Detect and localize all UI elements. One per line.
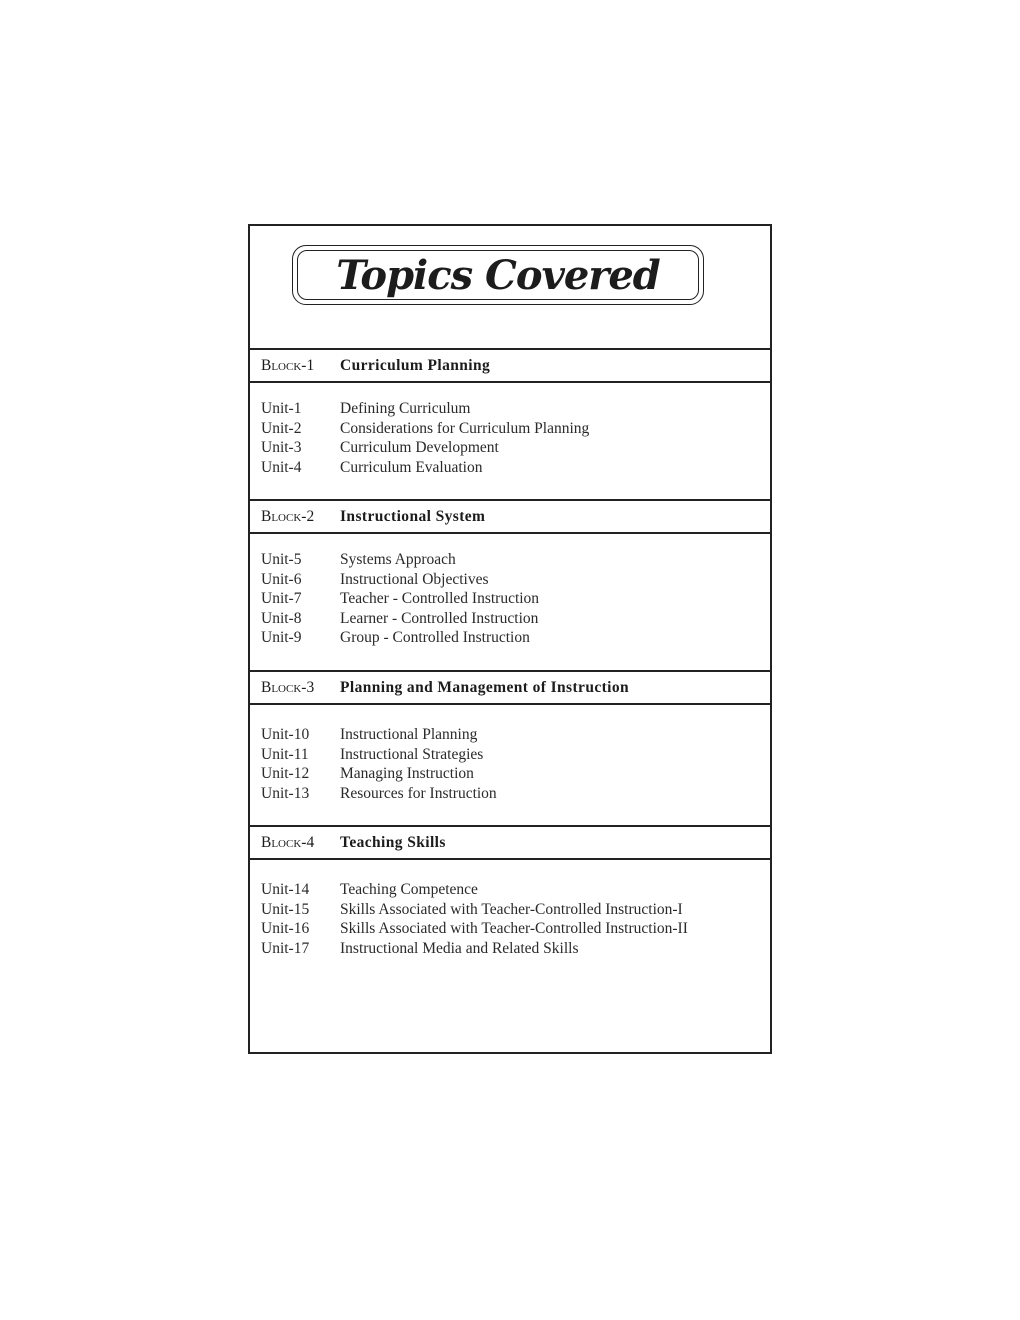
unit-title: Curriculum Development [340, 439, 499, 456]
unit-title: Teacher - Controlled Instruction [340, 590, 540, 607]
unit-title: Instructional Strategies [340, 745, 484, 763]
unit-list-block-4 [250, 881, 770, 959]
unit-number: Unit-5 [261, 551, 302, 568]
block-title: Curriculum Planning [340, 356, 491, 374]
unit-number: Unit-17 [261, 939, 310, 957]
unit-number: Unit-13 [261, 784, 310, 802]
unit-row [250, 940, 770, 960]
block-header-3 [250, 670, 770, 705]
unit-number: Unit-7 [261, 590, 302, 607]
unit-title: Managing Instruction [340, 765, 474, 782]
unit-row [250, 459, 770, 479]
block-label: Block-1 [261, 356, 315, 374]
unit-row [250, 765, 770, 785]
unit-row [250, 726, 770, 746]
unit-number: Unit-15 [261, 900, 310, 918]
unit-list-block-3 [250, 726, 770, 804]
unit-row [250, 439, 770, 459]
unit-row [250, 551, 770, 571]
unit-number: Unit-11 [261, 745, 309, 763]
unit-row [250, 920, 770, 940]
block-title: Teaching Skills [340, 833, 446, 851]
unit-row [250, 901, 770, 921]
unit-title: Group - Controlled Instruction [340, 629, 530, 646]
unit-row [250, 610, 770, 630]
unit-number: Unit-12 [261, 765, 310, 782]
unit-number: Unit-8 [261, 609, 302, 627]
unit-row [250, 785, 770, 805]
unit-row [250, 420, 770, 440]
block-title: Planning and Management of Instruction [340, 678, 630, 696]
unit-title: Teaching Competence [340, 881, 478, 898]
unit-row [250, 629, 770, 649]
block-label: Block-4 [261, 833, 315, 851]
unit-title: Considerations for Curriculum Planning [340, 419, 590, 437]
unit-number: Unit-16 [261, 920, 310, 937]
page-title: Topics Covered [336, 251, 660, 299]
topics-frame [248, 224, 772, 1054]
unit-title: Curriculum Evaluation [340, 458, 483, 476]
unit-title: Skills Associated with Teacher-Controlled Instruction-I [340, 900, 683, 918]
unit-list-block-1 [250, 400, 770, 478]
unit-row [250, 590, 770, 610]
block-label: Block-3 [261, 678, 315, 696]
unit-title: Defining Curriculum [340, 400, 471, 417]
unit-title: Instructional Media and Related Skills [340, 939, 579, 957]
unit-number: Unit-14 [261, 881, 310, 898]
unit-number: Unit-10 [261, 726, 310, 743]
block-header-2 [250, 499, 770, 534]
unit-number: Unit-6 [261, 570, 302, 588]
unit-title: Learner - Controlled Instruction [340, 609, 539, 627]
unit-title: Resources for Instruction [340, 784, 497, 802]
unit-title: Systems Approach [340, 551, 456, 568]
unit-number: Unit-2 [261, 419, 302, 437]
block-header-1 [250, 348, 770, 383]
block-label: Block-2 [261, 507, 315, 525]
unit-title: Skills Associated with Teacher-Controlled Instruction-II [340, 920, 688, 937]
unit-number: Unit-1 [261, 400, 302, 417]
block-header-4 [250, 825, 770, 860]
unit-row [250, 571, 770, 591]
title-box [292, 245, 704, 305]
unit-number: Unit-9 [261, 629, 302, 646]
unit-list-block-2 [250, 551, 770, 649]
unit-row [250, 881, 770, 901]
unit-number: Unit-4 [261, 458, 302, 476]
unit-title: Instructional Objectives [340, 570, 489, 588]
unit-row [250, 746, 770, 766]
unit-number: Unit-3 [261, 439, 302, 456]
block-title: Instructional System [340, 507, 486, 525]
unit-title: Instructional Planning [340, 726, 478, 743]
unit-row [250, 400, 770, 420]
